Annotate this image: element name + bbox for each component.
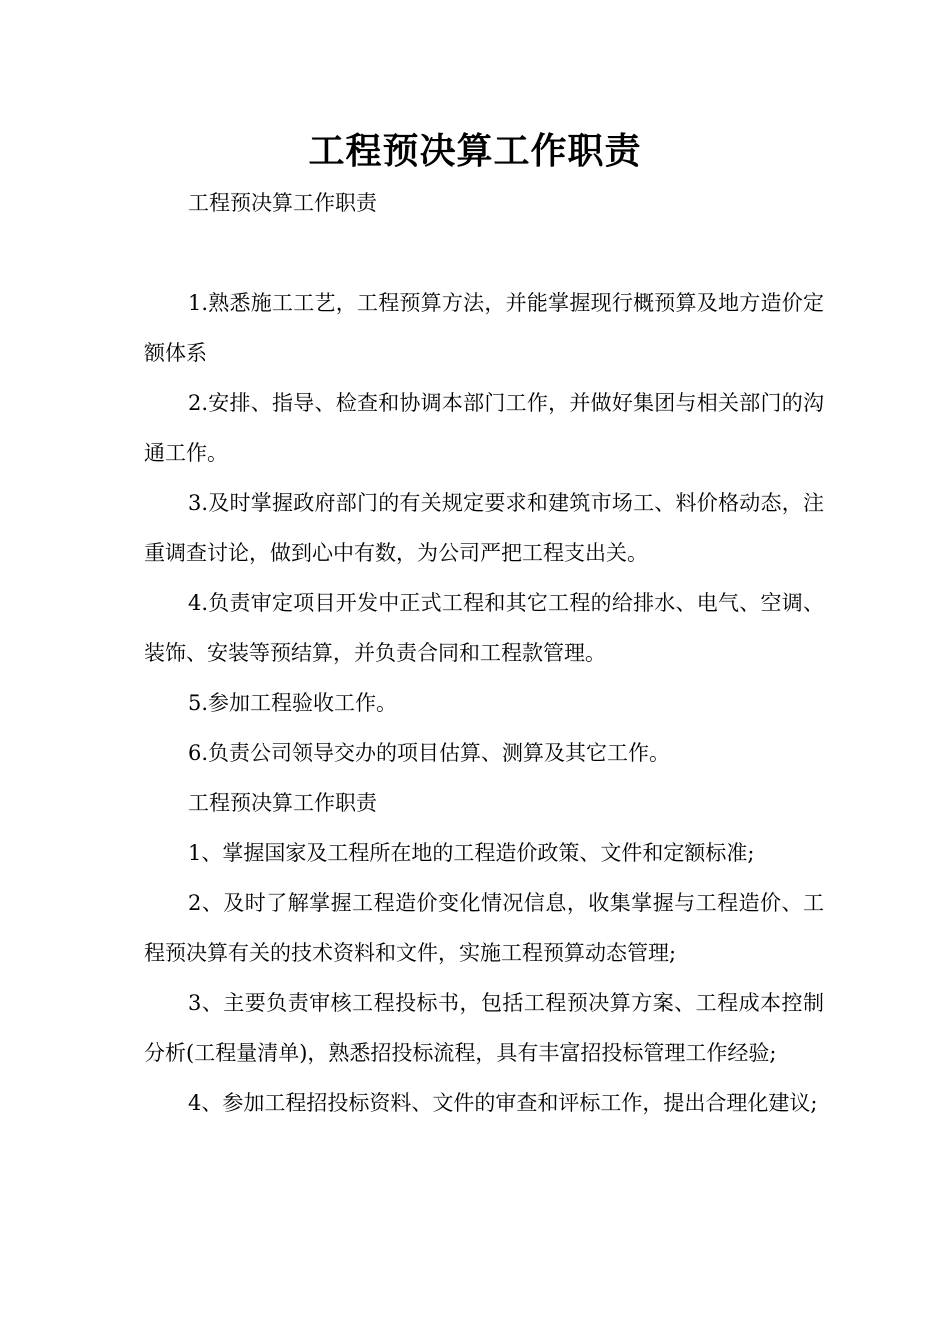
section2-item-3: 3、主要负责审核工程投标书，包括工程预决算方案、工程成本控制分析(工程量清单)，熟悉招投标流程，具有丰富招投标管理工作经验;	[144, 991, 824, 1065]
section1-item-3: 3.及时掌握政府部门的有关规定要求和建筑市场工、料价格动态，注重调查讨论，做到心中有数，为公司严把工程支出关。	[144, 491, 824, 565]
section2-item-2: 2、及时了解掌握工程造价变化情况信息，收集掌握与工程造价、工程预决算有关的技术资料和文件，实施工程预算动态管理;	[144, 891, 824, 965]
section2-heading: 工程预决算工作职责	[188, 791, 377, 815]
page-title: 工程预决算工作职责	[308, 131, 642, 172]
section1-item-1: 1.熟悉施工工艺，工程预算方法，并能掌握现行概预算及地方造价定额体系	[144, 291, 824, 365]
section1-item-5: 5.参加工程验收工作。	[188, 691, 398, 715]
blank-line	[144, 228, 824, 278]
document-body	[144, 178, 824, 1128]
section1-item-2: 2.安排、指导、检查和协调本部门工作，并做好集团与相关部门的沟通工作。	[144, 391, 824, 465]
section2-item-4: 4、参加工程招投标资料、文件的审查和评标工作，提出合理化建议;	[188, 1091, 818, 1115]
section2-item-1: 1、掌握国家及工程所在地的工程造价政策、文件和定额标准;	[188, 841, 755, 865]
section1-item-6: 6.负责公司领导交办的项目估算、测算及其它工作。	[188, 741, 671, 765]
section1-heading: 工程预决算工作职责	[188, 191, 377, 215]
section1-item-4: 4.负责审定项目开发中正式工程和其它工程的给排水、电气、空调、装饰、安装等预结算，并负责合同和工程款管理。	[144, 591, 824, 665]
